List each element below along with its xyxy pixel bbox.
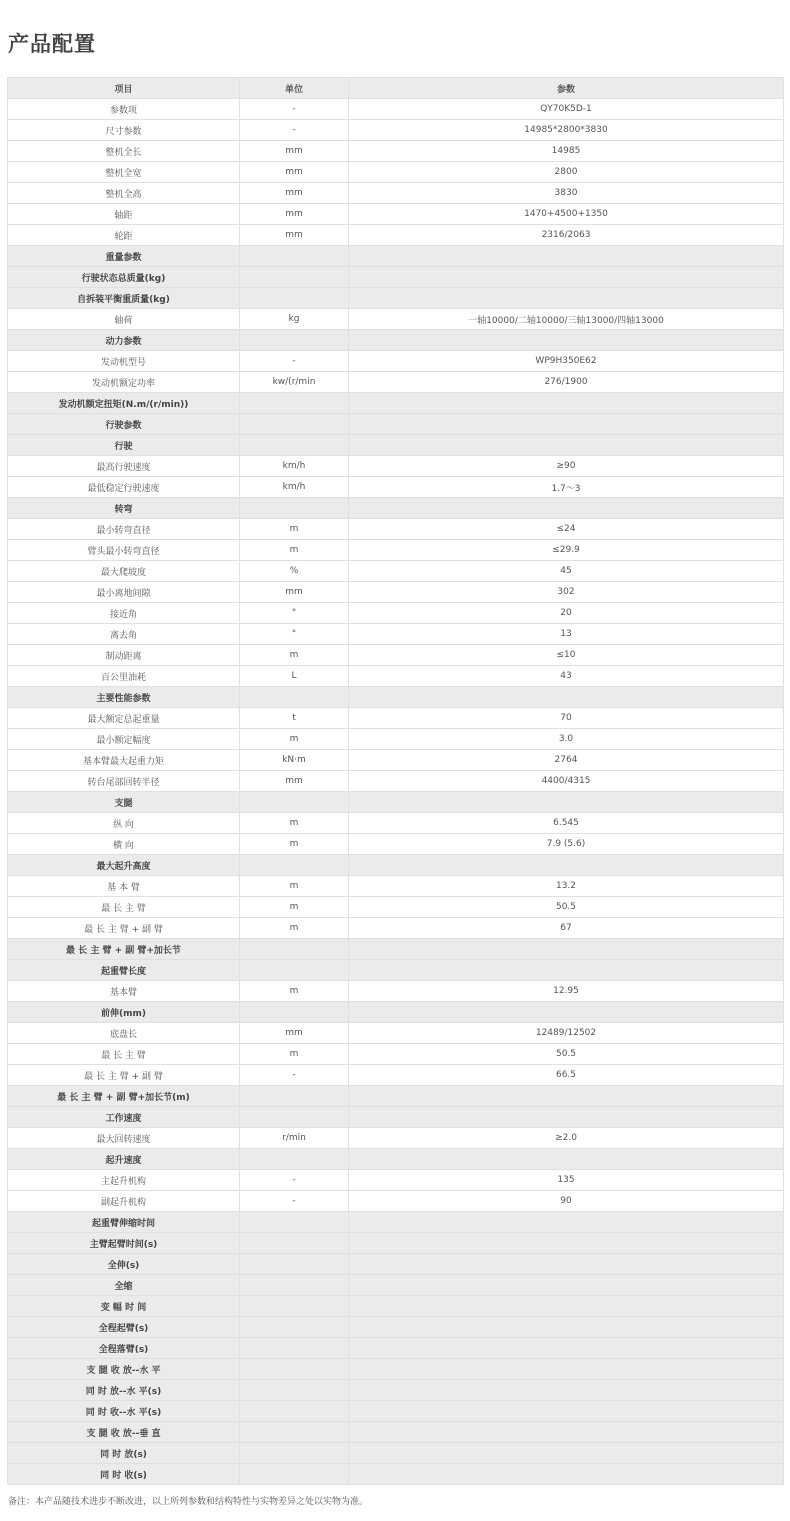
cell-item: 起重臂伸缩时间 — [8, 1212, 240, 1233]
cell-item: 参数项 — [8, 99, 240, 120]
table-group-row — [8, 792, 784, 813]
cell-value — [349, 687, 784, 708]
header-value: 参数 — [349, 78, 784, 99]
cell-item: 基本臂 — [8, 981, 240, 1002]
cell-value: 13.2 — [349, 876, 784, 897]
table-row — [8, 918, 784, 939]
cell-value — [349, 1086, 784, 1107]
cell-unit: m — [240, 834, 349, 855]
cell-unit — [240, 246, 349, 267]
table-group-row — [8, 687, 784, 708]
cell-value — [349, 1359, 784, 1380]
cell-unit — [240, 1002, 349, 1023]
cell-value — [349, 1296, 784, 1317]
table-group-row — [8, 1443, 784, 1464]
cell-item: 全伸(s) — [8, 1254, 240, 1275]
cell-item: 主臂起臂时间(s) — [8, 1233, 240, 1254]
table-group-row — [8, 855, 784, 876]
table-row — [8, 750, 784, 771]
cell-unit: kg — [240, 309, 349, 330]
cell-unit — [240, 855, 349, 876]
cell-unit — [240, 1443, 349, 1464]
cell-unit: m — [240, 540, 349, 561]
cell-item: 整机全宽 — [8, 162, 240, 183]
cell-unit — [240, 1401, 349, 1422]
cell-unit: m — [240, 645, 349, 666]
footnote: 备注：本产品随技术进步不断改进，以上所列参数和结构特性与实物差异之处以实物为准。 — [8, 1497, 369, 1507]
cell-unit: m — [240, 918, 349, 939]
cell-unit: L — [240, 666, 349, 687]
cell-value: 50.5 — [349, 1044, 784, 1065]
table-row — [8, 897, 784, 918]
cell-unit: mm — [240, 183, 349, 204]
cell-unit: m — [240, 813, 349, 834]
cell-unit: m — [240, 897, 349, 918]
table-group-row — [8, 1086, 784, 1107]
table-group-row — [8, 1422, 784, 1443]
cell-value: 3830 — [349, 183, 784, 204]
cell-unit — [240, 1254, 349, 1275]
cell-value: 45 — [349, 561, 784, 582]
cell-value — [349, 792, 784, 813]
cell-item: 整机全高 — [8, 183, 240, 204]
cell-value — [349, 1317, 784, 1338]
cell-unit: r/min — [240, 1128, 349, 1149]
cell-value — [349, 246, 784, 267]
table-group-row — [8, 1338, 784, 1359]
cell-value: QY70K5D-1 — [349, 99, 784, 120]
table-group-row — [8, 498, 784, 519]
cell-value: 70 — [349, 708, 784, 729]
table-row — [8, 183, 784, 204]
table-group-row — [8, 435, 784, 456]
spec-table-body — [8, 99, 784, 1485]
cell-value: 一轴10000/二轴10000/三轴13000/四轴13000 — [349, 309, 784, 330]
cell-unit: mm — [240, 162, 349, 183]
cell-value — [349, 855, 784, 876]
table-row — [8, 834, 784, 855]
cell-unit — [240, 1317, 349, 1338]
cell-value: 67 — [349, 918, 784, 939]
table-row — [8, 351, 784, 372]
cell-unit — [240, 1107, 349, 1128]
cell-item: 全缩 — [8, 1275, 240, 1296]
cell-value: 12489/12502 — [349, 1023, 784, 1044]
cell-unit — [240, 1296, 349, 1317]
table-row — [8, 708, 784, 729]
table-group-row — [8, 1464, 784, 1485]
cell-unit — [240, 1380, 349, 1401]
cell-value: 90 — [349, 1191, 784, 1212]
cell-unit: t — [240, 708, 349, 729]
cell-item: 最 长 主 臂 + 副 臂+加长节(m) — [8, 1086, 240, 1107]
table-group-row — [8, 1212, 784, 1233]
cell-unit: mm — [240, 1023, 349, 1044]
cell-value — [349, 393, 784, 414]
cell-item: 最高行驶速度 — [8, 456, 240, 477]
cell-item: 最 长 主 臂 — [8, 1044, 240, 1065]
cell-item: 轮距 — [8, 225, 240, 246]
table-row — [8, 204, 784, 225]
table-group-row — [8, 288, 784, 309]
cell-item: 最大额定总起重量 — [8, 708, 240, 729]
cell-value — [349, 414, 784, 435]
cell-item: 百公里油耗 — [8, 666, 240, 687]
cell-unit — [240, 1275, 349, 1296]
table-row — [8, 99, 784, 120]
cell-unit: m — [240, 519, 349, 540]
cell-value: 302 — [349, 582, 784, 603]
table-row — [8, 645, 784, 666]
table-group-row — [8, 1002, 784, 1023]
cell-item: 全程落臂(s) — [8, 1338, 240, 1359]
cell-item: 同 时 收--水 平(s) — [8, 1401, 240, 1422]
cell-value — [349, 1233, 784, 1254]
table-group-row — [8, 1149, 784, 1170]
cell-value — [349, 1380, 784, 1401]
table-row — [8, 729, 784, 750]
cell-item: 发动机额定扭矩(N.m/(r/min)) — [8, 393, 240, 414]
cell-unit: km/h — [240, 456, 349, 477]
cell-value — [349, 1443, 784, 1464]
cell-item: 最 长 主 臂 — [8, 897, 240, 918]
cell-unit: m — [240, 876, 349, 897]
table-row — [8, 603, 784, 624]
cell-unit: kN·m — [240, 750, 349, 771]
table-group-row — [8, 246, 784, 267]
cell-value: 2316/2063 — [349, 225, 784, 246]
cell-item: 基本臂最大起重力矩 — [8, 750, 240, 771]
cell-unit — [240, 1233, 349, 1254]
cell-item: 最大爬坡度 — [8, 561, 240, 582]
cell-item: 重量参数 — [8, 246, 240, 267]
table-row — [8, 624, 784, 645]
table-row — [8, 162, 784, 183]
cell-item: 主起升机构 — [8, 1170, 240, 1191]
table-group-row — [8, 960, 784, 981]
table-group-row — [8, 1254, 784, 1275]
cell-value: 13 — [349, 624, 784, 645]
header-unit: 单位 — [240, 78, 349, 99]
table-group-row — [8, 1296, 784, 1317]
table-row — [8, 477, 784, 498]
cell-value: 6.545 — [349, 813, 784, 834]
cell-unit: - — [240, 1170, 349, 1191]
cell-unit: ° — [240, 603, 349, 624]
cell-value — [349, 1401, 784, 1422]
cell-unit — [240, 1149, 349, 1170]
cell-value: 43 — [349, 666, 784, 687]
cell-value — [349, 1464, 784, 1485]
table-group-row — [8, 393, 784, 414]
cell-item: 最小额定幅度 — [8, 729, 240, 750]
cell-unit: m — [240, 981, 349, 1002]
cell-value: ≥2.0 — [349, 1128, 784, 1149]
table-row — [8, 1191, 784, 1212]
cell-unit — [240, 435, 349, 456]
table-row — [8, 456, 784, 477]
cell-value: 2800 — [349, 162, 784, 183]
table-group-row — [8, 267, 784, 288]
table-group-row — [8, 414, 784, 435]
cell-item: 同 时 放--水 平(s) — [8, 1380, 240, 1401]
cell-item: 最低稳定行驶速度 — [8, 477, 240, 498]
cell-item: 最 长 主 臂 + 副 臂+加长节 — [8, 939, 240, 960]
cell-unit — [240, 1212, 349, 1233]
cell-item: 起升速度 — [8, 1149, 240, 1170]
cell-value: ≥90 — [349, 456, 784, 477]
cell-value: 1470+4500+1350 — [349, 204, 784, 225]
cell-item: 工作速度 — [8, 1107, 240, 1128]
cell-value — [349, 1149, 784, 1170]
cell-unit — [240, 792, 349, 813]
cell-unit — [240, 393, 349, 414]
cell-value: 14985 — [349, 141, 784, 162]
cell-item: 支 腿 收 放--垂 直 — [8, 1422, 240, 1443]
table-row — [8, 561, 784, 582]
cell-unit: mm — [240, 771, 349, 792]
cell-item: 最小转弯直径 — [8, 519, 240, 540]
cell-value: 1.7～3 — [349, 477, 784, 498]
cell-value — [349, 1212, 784, 1233]
cell-value — [349, 1002, 784, 1023]
cell-item: 主要性能参数 — [8, 687, 240, 708]
cell-item: 最大回转速度 — [8, 1128, 240, 1149]
table-row — [8, 1065, 784, 1086]
cell-value: 12.95 — [349, 981, 784, 1002]
table-group-row — [8, 1233, 784, 1254]
cell-unit — [240, 1422, 349, 1443]
cell-item: 最大起升高度 — [8, 855, 240, 876]
cell-item: 最小离地间隙 — [8, 582, 240, 603]
cell-item: 变 幅 时 间 — [8, 1296, 240, 1317]
cell-unit — [240, 960, 349, 981]
cell-unit: - — [240, 1065, 349, 1086]
table-group-row — [8, 1401, 784, 1422]
cell-item: 行驶 — [8, 435, 240, 456]
spec-table — [7, 77, 784, 1485]
cell-item: 底盘长 — [8, 1023, 240, 1044]
cell-value: 20 — [349, 603, 784, 624]
table-group-row — [8, 1107, 784, 1128]
cell-unit: mm — [240, 141, 349, 162]
cell-unit: mm — [240, 225, 349, 246]
cell-unit — [240, 1464, 349, 1485]
cell-item: 支腿 — [8, 792, 240, 813]
cell-unit: - — [240, 1191, 349, 1212]
cell-unit: - — [240, 120, 349, 141]
cell-value: 3.0 — [349, 729, 784, 750]
cell-value — [349, 960, 784, 981]
cell-unit: % — [240, 561, 349, 582]
cell-unit: m — [240, 1044, 349, 1065]
cell-unit — [240, 687, 349, 708]
cell-item: 最 长 主 臂 + 副 臂 — [8, 1065, 240, 1086]
cell-item: 整机全长 — [8, 141, 240, 162]
cell-value — [349, 267, 784, 288]
cell-value: ≤24 — [349, 519, 784, 540]
cell-value — [349, 330, 784, 351]
cell-item: 转台尾部回转半径 — [8, 771, 240, 792]
cell-item: 纵 向 — [8, 813, 240, 834]
table-row — [8, 309, 784, 330]
cell-value — [349, 1338, 784, 1359]
table-row — [8, 141, 784, 162]
cell-unit — [240, 1338, 349, 1359]
table-row — [8, 1023, 784, 1044]
cell-unit: ° — [240, 624, 349, 645]
cell-item: 行驶参数 — [8, 414, 240, 435]
cell-item: 自拆装平衡重质量(kg) — [8, 288, 240, 309]
cell-value: 4400/4315 — [349, 771, 784, 792]
cell-value: 66.5 — [349, 1065, 784, 1086]
cell-item: 动力参数 — [8, 330, 240, 351]
cell-item: 发动机额定功率 — [8, 372, 240, 393]
cell-item: 同 时 收(s) — [8, 1464, 240, 1485]
cell-value: ≤29.9 — [349, 540, 784, 561]
table-row — [8, 372, 784, 393]
table-group-row — [8, 330, 784, 351]
table-row — [8, 120, 784, 141]
table-row — [8, 771, 784, 792]
cell-value — [349, 288, 784, 309]
cell-item: 转弯 — [8, 498, 240, 519]
table-row — [8, 225, 784, 246]
cell-item: 全程起臂(s) — [8, 1317, 240, 1338]
header-item: 项目 — [8, 78, 240, 99]
cell-unit: kw/(r/min — [240, 372, 349, 393]
cell-value: 50.5 — [349, 897, 784, 918]
cell-unit — [240, 288, 349, 309]
cell-unit: km/h — [240, 477, 349, 498]
cell-unit — [240, 330, 349, 351]
table-row — [8, 666, 784, 687]
cell-item: 前伸(mm) — [8, 1002, 240, 1023]
cell-item: 副起升机构 — [8, 1191, 240, 1212]
cell-item: 支 腿 收 放--水 平 — [8, 1359, 240, 1380]
cell-value — [349, 1254, 784, 1275]
cell-item: 行驶状态总质量(kg) — [8, 267, 240, 288]
cell-unit — [240, 414, 349, 435]
table-group-row — [8, 1317, 784, 1338]
table-row — [8, 1044, 784, 1065]
cell-value: 276/1900 — [349, 372, 784, 393]
cell-value — [349, 1275, 784, 1296]
cell-item: 接近角 — [8, 603, 240, 624]
table-row — [8, 540, 784, 561]
cell-item: 轴荷 — [8, 309, 240, 330]
cell-item: 制动距离 — [8, 645, 240, 666]
table-row — [8, 813, 784, 834]
table-row — [8, 519, 784, 540]
cell-item: 臂头最小转弯直径 — [8, 540, 240, 561]
cell-item: 基 本 臂 — [8, 876, 240, 897]
cell-unit — [240, 939, 349, 960]
cell-value: 135 — [349, 1170, 784, 1191]
table-row — [8, 1170, 784, 1191]
cell-unit — [240, 267, 349, 288]
cell-unit — [240, 1359, 349, 1380]
cell-unit: - — [240, 351, 349, 372]
cell-value — [349, 435, 784, 456]
table-group-row — [8, 1275, 784, 1296]
cell-value — [349, 1422, 784, 1443]
table-row — [8, 876, 784, 897]
cell-item: 轴距 — [8, 204, 240, 225]
table-row — [8, 981, 784, 1002]
cell-item: 横 向 — [8, 834, 240, 855]
cell-unit: mm — [240, 204, 349, 225]
cell-value: 2764 — [349, 750, 784, 771]
cell-unit: mm — [240, 582, 349, 603]
table-row — [8, 1128, 784, 1149]
table-header-row — [8, 78, 784, 99]
table-group-row — [8, 939, 784, 960]
cell-value — [349, 498, 784, 519]
cell-value: ≤10 — [349, 645, 784, 666]
cell-item: 起重臂长度 — [8, 960, 240, 981]
cell-value: WP9H350E62 — [349, 351, 784, 372]
cell-unit — [240, 498, 349, 519]
cell-value — [349, 1107, 784, 1128]
cell-item: 尺寸参数 — [8, 120, 240, 141]
cell-unit: - — [240, 99, 349, 120]
page-title: 产品配置 — [8, 32, 96, 56]
cell-item: 离去角 — [8, 624, 240, 645]
cell-unit: m — [240, 729, 349, 750]
table-group-row — [8, 1359, 784, 1380]
cell-unit — [240, 1086, 349, 1107]
cell-value: 7.9 (5.6) — [349, 834, 784, 855]
cell-value: 14985*2800*3830 — [349, 120, 784, 141]
table-row — [8, 582, 784, 603]
cell-item: 最 长 主 臂 + 副 臂 — [8, 918, 240, 939]
cell-item: 同 时 放(s) — [8, 1443, 240, 1464]
table-group-row — [8, 1380, 784, 1401]
cell-item: 发动机型号 — [8, 351, 240, 372]
cell-value — [349, 939, 784, 960]
